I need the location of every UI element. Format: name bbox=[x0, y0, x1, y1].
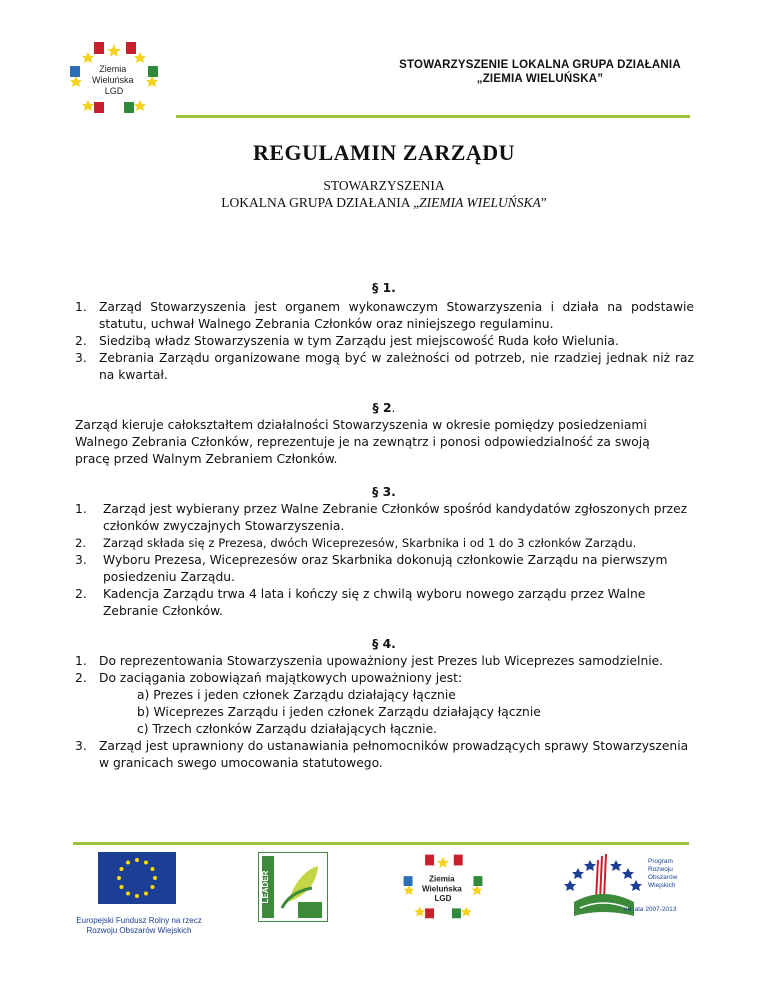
item-number: 3. bbox=[75, 553, 87, 567]
ziemia-wielunska-logo bbox=[66, 38, 162, 116]
section-1-heading: § 1. bbox=[372, 281, 396, 295]
section-4-item bbox=[75, 738, 694, 772]
org-name-line2: „ZIEMIA WIELUŃSKA” bbox=[476, 73, 604, 85]
eu-caption-line2: Rozwoju Obszarów Wiejskich bbox=[86, 926, 192, 935]
section-3-heading: § 3. bbox=[372, 485, 396, 499]
eu-caption-line1: Europejski Fundusz Rolny na rzecz bbox=[76, 916, 202, 925]
footer-divider bbox=[73, 842, 689, 845]
organization-name bbox=[330, 58, 750, 86]
item-text: Zarząd jest uprawniony do ustanawiania pełnomocników prowadzących sprawy Stowarzyszenia w granicach swego umocowania statutowego. bbox=[99, 739, 689, 770]
regulation-content bbox=[0, 280, 768, 820]
section-4-heading: § 4. bbox=[372, 637, 396, 651]
item-number: 2. bbox=[75, 334, 87, 348]
section-4-subitem: b) Wiceprezes Zarządu i jeden członek Zarządu działający łącznie bbox=[137, 705, 541, 719]
prow-program-years: na lata 2007-2013 bbox=[624, 906, 677, 913]
section-3-item bbox=[75, 501, 694, 535]
section-2-heading bbox=[0, 400, 768, 417]
section-1-item bbox=[75, 299, 694, 333]
section-4-subitem: a) Prezes i jeden członek Zarządu działający łącznie bbox=[137, 688, 456, 702]
section-1-item bbox=[75, 333, 694, 350]
section-4-item bbox=[75, 653, 694, 670]
logo-text: Ziemia Wieluńska LGD bbox=[91, 64, 134, 96]
program-line: Program bbox=[648, 858, 673, 865]
section-3-item bbox=[75, 552, 694, 586]
org-name-line1: STOWARZYSZENIE LOKALNA GRUPA DZIAŁANIA bbox=[399, 59, 681, 71]
item-number: 2. bbox=[75, 536, 87, 550]
document-subtitle-line1: STOWARZYSZENIA bbox=[323, 178, 445, 193]
section-4-subitem: c) Trzech członków Zarządu działających łącznie. bbox=[137, 722, 438, 736]
section-4-item bbox=[75, 670, 694, 687]
item-number: 1. bbox=[75, 502, 87, 516]
eu-flag-logo bbox=[98, 852, 176, 904]
item-text: Do reprezentowania Stowarzyszenia upoważniony jest Prezes lub Wiceprezes samodzielnie. bbox=[99, 654, 664, 668]
item-text: Zebrania Zarządu organizowane mogą być w zależności od potrzeb, nie rzadziej jednak niż raz na kwartał. bbox=[99, 351, 694, 382]
program-line: Rozwoju bbox=[648, 866, 673, 873]
eu-fund-caption bbox=[66, 916, 212, 936]
item-number: 1. bbox=[75, 654, 87, 668]
item-text: Do zaciągania zobowiązań majątkowych upoważniony jest: bbox=[99, 671, 463, 685]
item-number: 3. bbox=[75, 739, 87, 753]
item-text: Kadencja Zarządu trwa 4 lata i kończy się z chwilą wyboru nowego zarządu przez Walne Zebranie Członków. bbox=[103, 587, 646, 618]
section-2-dot: . bbox=[391, 401, 396, 415]
header-divider bbox=[176, 115, 690, 118]
section-2-text: Zarząd kieruje całokształtem działalności Stowarzyszenia w okresie pomiędzy posiedzeniami Walnego Zebrania Członków, reprezentuje je na zewnątrz i ponosi odpowiedzialność za swoją pracę przed Walnym Zebraniem Członków. bbox=[75, 418, 650, 466]
subtitle-suffix: ” bbox=[540, 195, 547, 210]
item-text: Wyboru Prezesa, Wiceprezesów oraz Skarbnika dokonują członkowie Zarządu na pierwszym posiedzeniu Zarządu. bbox=[103, 553, 668, 584]
lgd-footer-logo bbox=[400, 850, 486, 922]
item-text: Zarząd jest wybierany przez Walne Zebranie Członków spośród kandydatów zgłoszonych przez członków zwyczajnych Stowarzyszenia. bbox=[103, 502, 688, 533]
section-3-item bbox=[75, 535, 694, 552]
subtitle-prefix: LOKALNA GRUPA DZIAŁANIA „ bbox=[221, 195, 420, 210]
prow-program-text bbox=[648, 858, 677, 890]
item-number: 2. bbox=[75, 671, 87, 685]
leader-text: LEADER bbox=[261, 870, 270, 904]
item-number: 1. bbox=[75, 300, 87, 314]
program-line: Obszarów bbox=[648, 874, 678, 881]
item-text: Zarząd Stowarzyszenia jest organem wykonawczym Stowarzyszenia i działa na podstawie statutu, uchwał Walnego Zebrania Członków oraz niniejszego regulaminu. bbox=[99, 300, 694, 331]
section-2-number: § 2 bbox=[372, 401, 392, 415]
leader-logo bbox=[258, 852, 328, 922]
item-number: 2. bbox=[75, 587, 87, 601]
subtitle-italic: ZIEMIA WIELUŃSKA bbox=[419, 195, 541, 210]
section-3-item bbox=[75, 586, 694, 620]
section-1-item bbox=[75, 350, 694, 384]
document-subtitle-line2 bbox=[0, 195, 768, 211]
item-number: 3. bbox=[75, 351, 87, 365]
item-text: Siedzibą władz Stowarzyszenia w tym Zarządu jest miejscowość Ruda koło Wielunia. bbox=[99, 334, 619, 348]
item-text: Zarząd składa się z Prezesa, dwóch Wiceprezesów, Skarbnika i od 1 do 3 członków Zarządu. bbox=[103, 536, 637, 550]
lgd-footer-logo-text: Ziemia Wieluńska LGD bbox=[422, 874, 462, 904]
document-title: REGULAMIN ZARZĄDU bbox=[252, 140, 516, 165]
program-line: Wiejskich bbox=[648, 882, 676, 889]
